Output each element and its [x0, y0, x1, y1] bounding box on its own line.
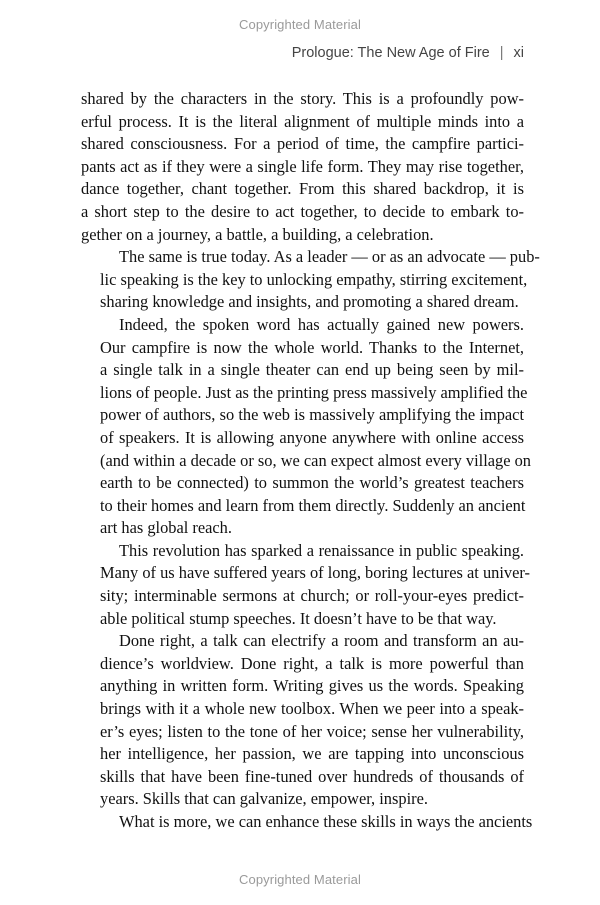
text-line: shared by the characters in the story. This is a profoundly pow-: [81, 89, 524, 108]
text-line: sity; interminable sermons at church; or roll-your-eyes predict-: [100, 586, 524, 606]
text-line: anything in written form. Writing gives us the words. Speaking: [100, 676, 524, 696]
text-line: to their homes and learn from them directly. Suddenly an ancient: [100, 495, 526, 515]
text-line: The same is true today. As a leader — or as an advocate — pub-: [119, 247, 540, 267]
watermark-bottom: Copyrighted Material: [239, 872, 361, 887]
text-line: shared consciousness. For a period of time, the campfire partici-: [81, 134, 524, 154]
text-line: brings with it a whole new toolbox. When we peer into a speak-: [100, 699, 524, 719]
page-number: xi: [513, 45, 524, 61]
header-separator: |: [499, 45, 504, 61]
chapter-title: Prologue: The New Age of Fire: [291, 45, 490, 61]
running-head: [292, 45, 524, 61]
text-line: lions of people. Just as the printing press massively amplified the: [100, 382, 528, 402]
text-line: years. Skills that can galvanize, empower, inspire.: [100, 789, 428, 809]
paragraph: [81, 811, 533, 834]
text-line: Indeed, the spoken word has actually gained new powers.: [119, 314, 524, 334]
text-line: erful process. It is the literal alignment of multiple minds into a: [81, 111, 524, 131]
text-line: able political stump speeches. It doesn’t have to be that way.: [100, 608, 497, 628]
text-line: lic speaking is the key to unlocking empathy, stirring excitement,: [100, 269, 528, 289]
text-line: Many of us have suffered years of long, boring lectures at univer-: [100, 563, 530, 583]
body-text: [81, 88, 540, 834]
text-line: of speakers. It is allowing anyone anywhere with online access: [100, 427, 524, 447]
text-line: her intelligence, her passion, we are tapping into unconscious: [100, 744, 524, 764]
text-line: What is more, we can enhance these skills in ways the ancients: [119, 812, 533, 831]
paragraph: [81, 630, 524, 811]
paragraph: [81, 88, 524, 246]
paragraph: [81, 314, 531, 540]
text-line: earth to be connected) to summon the world’s greatest teachers: [100, 473, 524, 493]
text-line: (and within a decade or so, we can expect almost every village on: [100, 450, 531, 470]
text-line: a short step to the desire to act together, to decide to embark to-: [81, 201, 524, 221]
text-line: power of authors, so the web is massively amplifying the impact: [100, 405, 524, 425]
text-line: dance together, chant together. From this shared backdrop, it is: [81, 179, 524, 199]
text-line: skills that have been fine-tuned over hundreds of thousands of: [100, 766, 524, 786]
watermark-top: Copyrighted Material: [239, 17, 361, 32]
text-line: er’s eyes; listen to the tone of her voice; sense her vulnerability,: [100, 721, 524, 741]
text-line: gether on a journey, a battle, a building, a celebration.: [81, 224, 434, 244]
text-line: pants act as if they were a single life form. They may rise together,: [81, 156, 524, 176]
paragraph: [81, 246, 540, 314]
text-line: dience’s worldview. Done right, a talk is more powerful than: [100, 653, 524, 673]
text-line: Done right, a talk can electrify a room and transform an au-: [119, 631, 524, 651]
text-line: This revolution has sparked a renaissance in public speaking.: [119, 540, 524, 560]
paragraph: [81, 540, 530, 630]
text-line: art has global reach.: [100, 518, 232, 538]
text-line: a single talk in a single theater can end up being seen by mil-: [100, 360, 524, 380]
text-line: sharing knowledge and insights, and promoting a shared dream.: [100, 292, 519, 312]
text-line: Our campfire is now the whole world. Thanks to the Internet,: [100, 337, 524, 357]
